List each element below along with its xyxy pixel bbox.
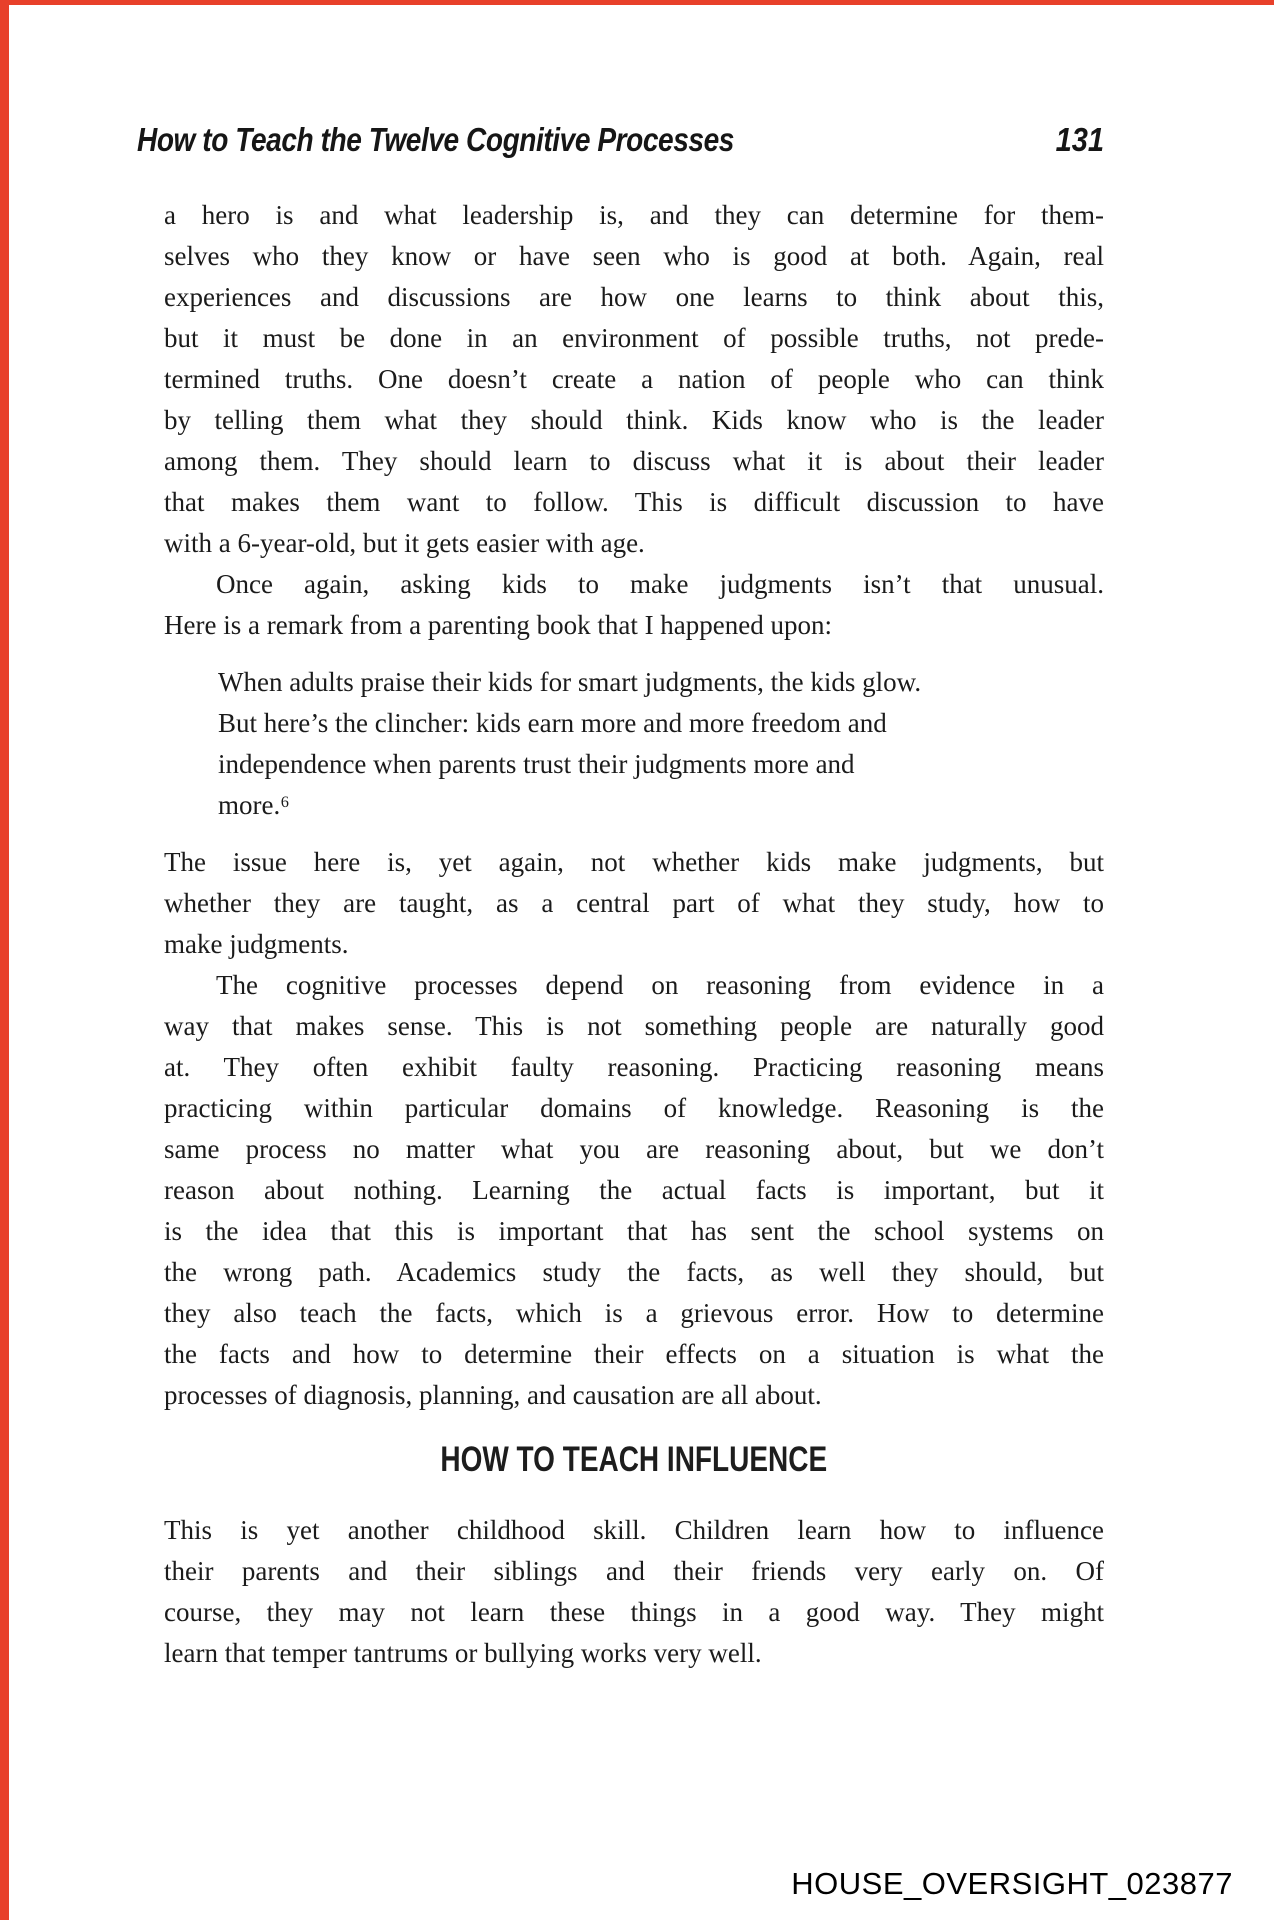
paragraph-3 — [164, 842, 1104, 965]
text-line: at. They often exhibit faulty reasoning. Practicing reasoning means — [164, 1052, 1104, 1082]
text-line: independence when parents trust their judgments more and — [218, 749, 855, 779]
text-line: Once again, asking kids to make judgments isn’t that unusual. — [216, 569, 1104, 599]
paragraph-2 — [164, 564, 1104, 646]
edge-marker-top — [0, 0, 1274, 5]
text-line: by telling them what they should think. Kids know who is the leader — [164, 405, 1104, 435]
text-line: When adults praise their kids for smart judgments, the kids glow. — [218, 667, 922, 697]
text-line: practicing within particular domains of knowledge. Reasoning is the — [164, 1093, 1104, 1123]
page-number: 131 — [1055, 121, 1104, 158]
text-line: Here is a remark from a parenting book that I happened upon: — [164, 610, 833, 640]
text-line: the wrong path. Academics study the facts, as well they should, but — [164, 1257, 1104, 1287]
running-title: How to Teach the Twelve Cognitive Processes — [137, 121, 734, 158]
watermark: HOUSE_OVERSIGHT_023877 — [791, 1866, 1233, 1901]
page-header — [137, 121, 1104, 161]
body-text-column — [164, 195, 1104, 1674]
text-line: with a 6-year-old, but it gets easier with age. — [164, 528, 645, 558]
text-line: selves who they know or have seen who is good at both. Again, real — [164, 241, 1104, 271]
text-line: course, they may not learn these things in a good way. They might — [164, 1597, 1104, 1627]
text-line: The issue here is, yet again, not whether kids make judgments, but — [164, 847, 1104, 877]
text-line: but it must be done in an environment of possible truths, not prede- — [164, 323, 1104, 353]
text-line: experiences and discussions are how one learns to think about this, — [164, 282, 1104, 312]
block-quote — [218, 662, 1104, 826]
text-line: termined truths. One doesn’t create a nation of people who can think — [164, 364, 1104, 394]
text-line: the facts and how to determine their effects on a situation is what the — [164, 1339, 1104, 1369]
text-line: way that makes sense. This is not something people are naturally good — [164, 1011, 1104, 1041]
text-line: same process no matter what you are reasoning about, but we don’t — [164, 1134, 1104, 1164]
section-heading — [164, 1440, 1104, 1480]
text-line: But here’s the clincher: kids earn more and more freedom and — [218, 708, 887, 738]
paragraph-1 — [164, 195, 1104, 564]
text-line: processes of diagnosis, planning, and causation are all about. — [164, 1380, 822, 1410]
section-heading-text: HOW TO TEACH INFLUENCE — [440, 1440, 828, 1479]
text-line: they also teach the facts, which is a grievous error. How to determine — [164, 1298, 1104, 1328]
text-line: This is yet another childhood skill. Children learn how to influence — [164, 1515, 1104, 1545]
paragraph-5 — [164, 1510, 1104, 1674]
text-line: among them. They should learn to discuss what it is about their leader — [164, 446, 1104, 476]
text-line: more.⁶ — [218, 790, 290, 820]
text-line: learn that temper tantrums or bullying works very well. — [164, 1638, 762, 1668]
text-line: is the idea that this is important that has sent the school systems on — [164, 1216, 1104, 1246]
text-line: reason about nothing. Learning the actual facts is important, but it — [164, 1175, 1104, 1205]
edge-marker-left — [0, 0, 9, 1920]
text-line: their parents and their siblings and their friends very early on. Of — [164, 1556, 1104, 1586]
text-line: a hero is and what leadership is, and they can determine for them- — [164, 200, 1104, 230]
text-line: that makes them want to follow. This is difficult discussion to have — [164, 487, 1104, 517]
paragraph-4 — [164, 965, 1104, 1416]
text-line: make judgments. — [164, 929, 349, 959]
text-line: whether they are taught, as a central part of what they study, how to — [164, 888, 1104, 918]
text-line: The cognitive processes depend on reasoning from evidence in a — [216, 970, 1104, 1000]
